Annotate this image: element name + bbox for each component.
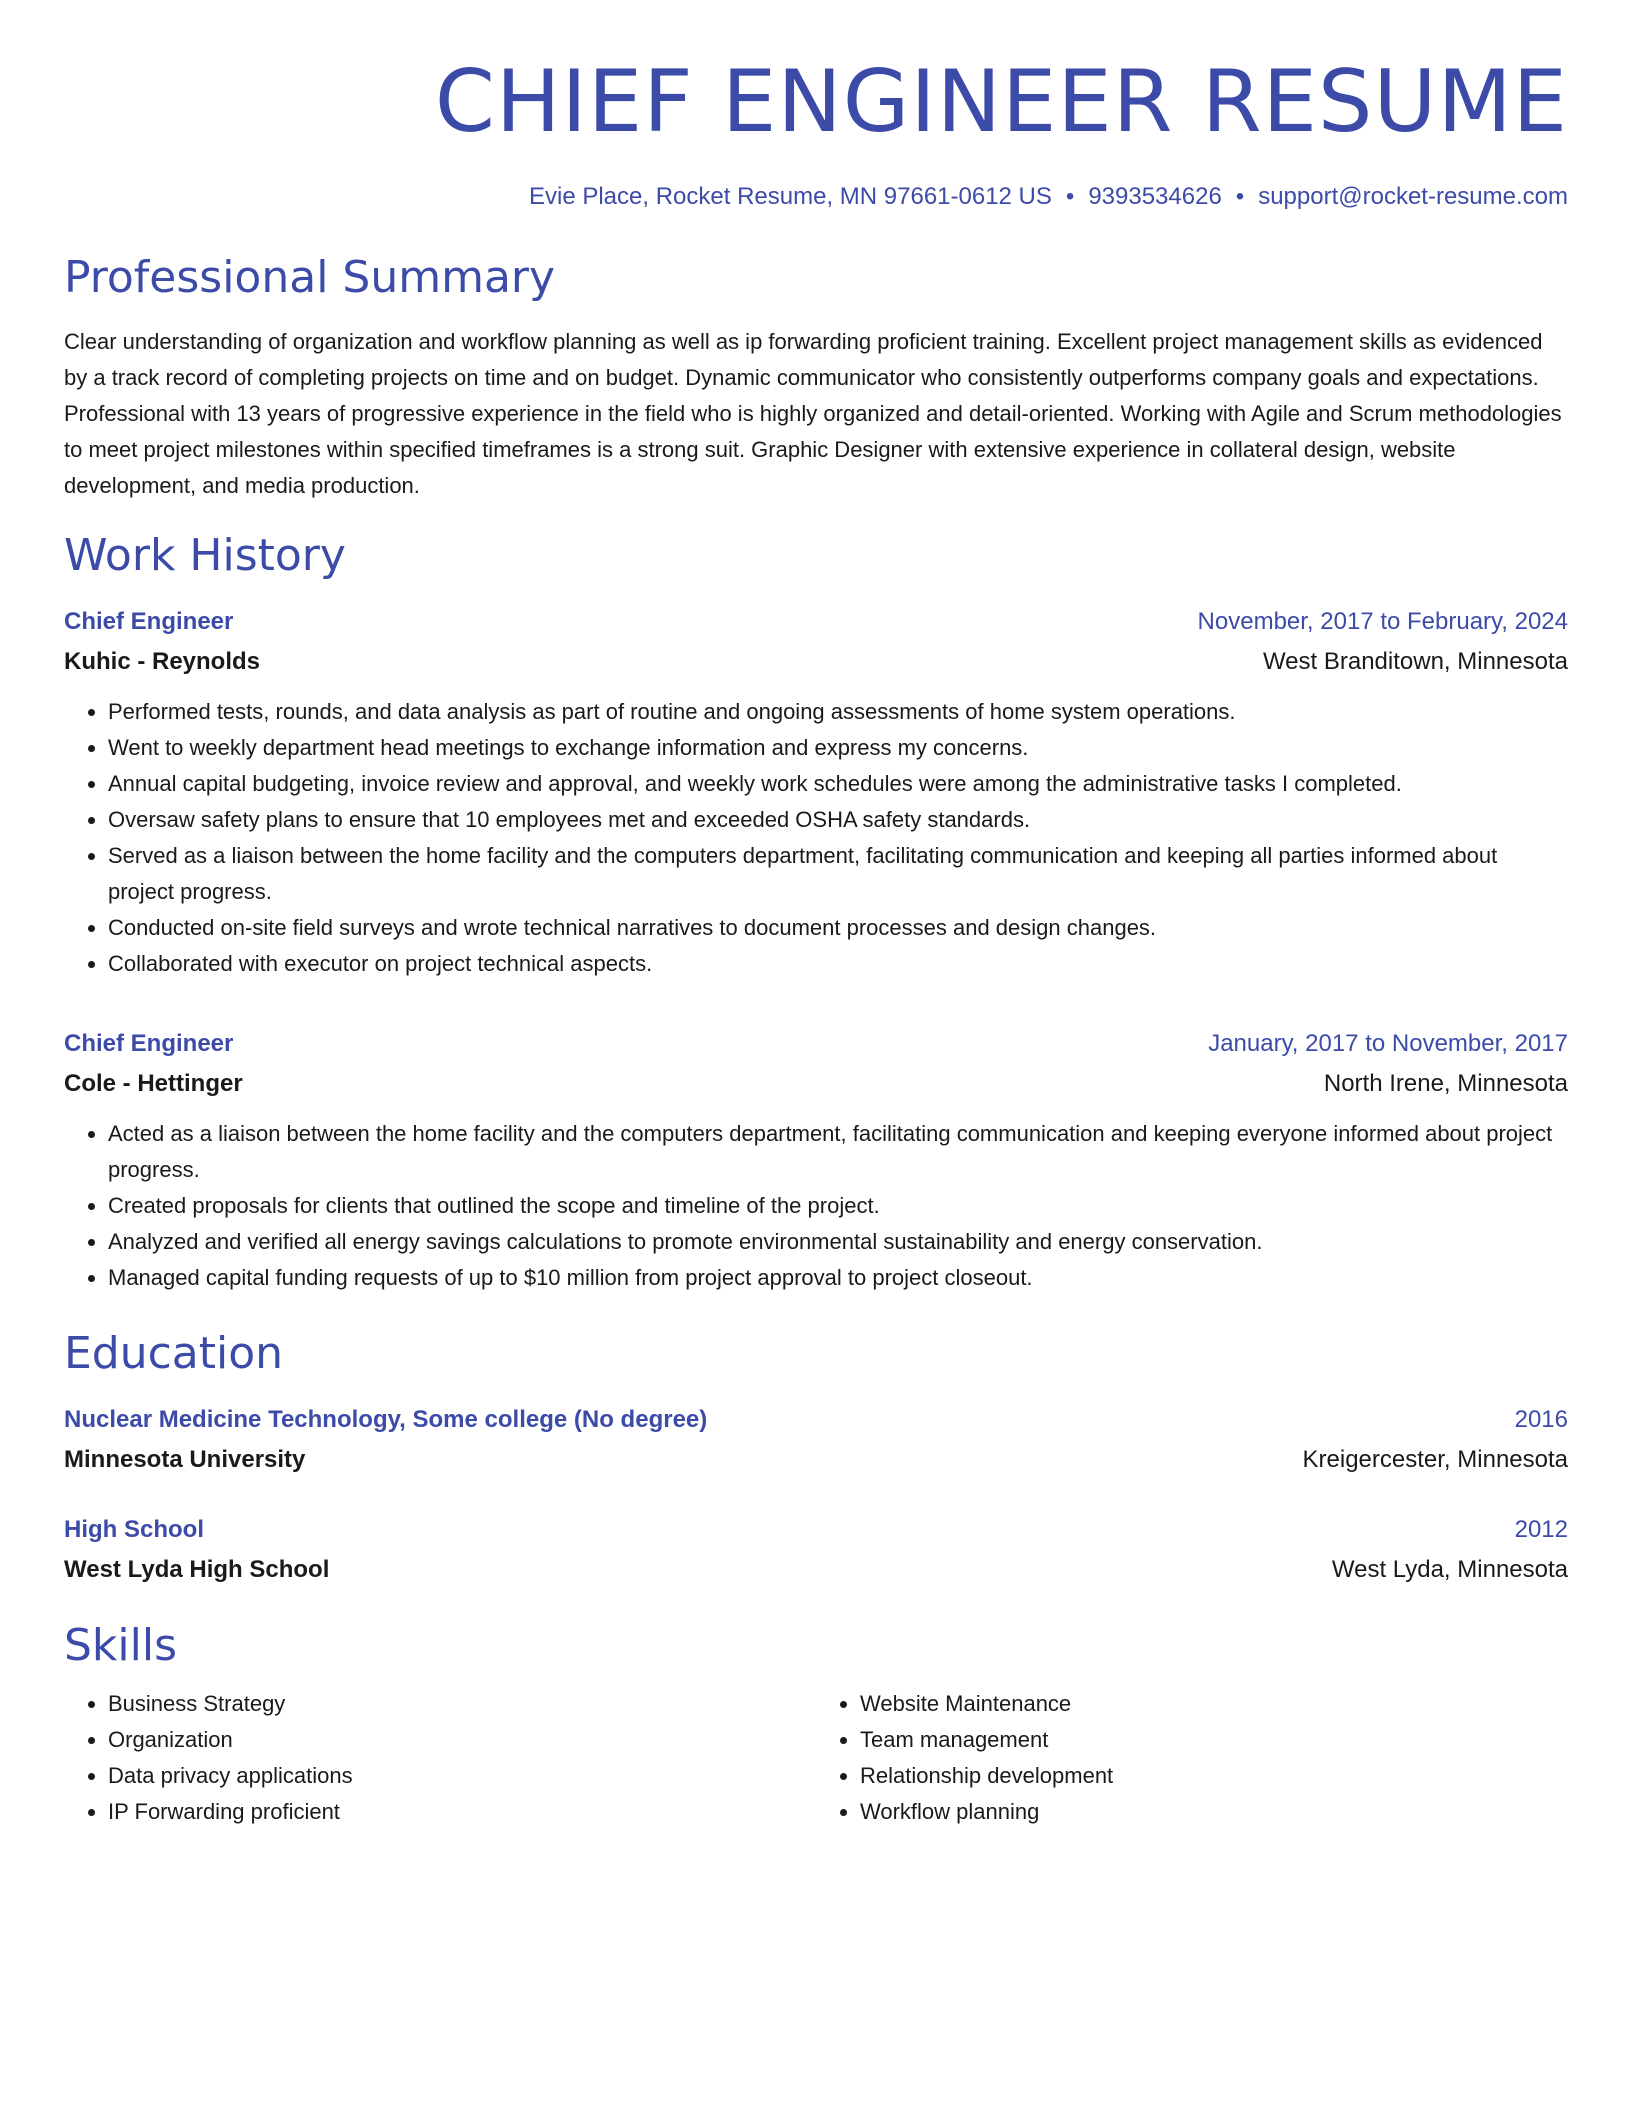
job-bullet: • Acted as a liaison between the home facility and the computers department, facilitating communication and keeping everyone informed about project progress.: [108, 1116, 1568, 1188]
summary-heading: Professional Summary: [64, 252, 556, 303]
resume-title: CHIEF ENGINEER RESUME: [434, 52, 1568, 152]
job-bullet: • Oversaw safety plans to ensure that 10 employees met and exceeded OSHA safety standards.: [108, 802, 1568, 838]
education-year: 2012: [1514, 1516, 1568, 1543]
education-school: Minnesota University: [64, 1446, 306, 1473]
job-title: Chief Engineer: [64, 1030, 234, 1057]
contact-separator: •: [1235, 183, 1245, 210]
skill-item: • Website Maintenance: [860, 1686, 1568, 1722]
education-location: West Lyda, Minnesota: [1331, 1556, 1568, 1583]
education-entry: [64, 1400, 1568, 1480]
job-bullet: • Annual capital budgeting, invoice review and approval, and weekly work schedules were among the administrative tasks I completed.: [108, 766, 1568, 802]
job-dates: January, 2017 to November, 2017: [1208, 1030, 1568, 1057]
work-history-heading: Work History: [64, 530, 346, 581]
skill-item: • Relationship development: [860, 1758, 1568, 1794]
education-degree: High School: [64, 1516, 204, 1543]
contact-phone: 9393534626: [1088, 183, 1222, 210]
skills-heading: Skills: [64, 1620, 178, 1671]
resume-page: [64, 0, 1568, 1830]
contact-line: [64, 180, 1568, 214]
skill-item: • IP Forwarding proficient: [108, 1794, 816, 1830]
skills-column-left: [64, 1686, 816, 1830]
job-location: North Irene, Minnesota: [1323, 1070, 1568, 1097]
job-title: Chief Engineer: [64, 608, 234, 635]
job-bullet: • Managed capital funding requests of up to $10 million from project approval to project closeout.: [108, 1260, 1568, 1296]
education-school: West Lyda High School: [64, 1556, 330, 1583]
job-bullet: • Went to weekly department head meetings to exchange information and express my concerns.: [108, 730, 1568, 766]
education-location: Kreigercester, Minnesota: [1302, 1446, 1568, 1473]
job-location: West Branditown, Minnesota: [1262, 648, 1568, 675]
job-bullet: • Performed tests, rounds, and data analysis as part of routine and ongoing assessments of home system operations.: [108, 694, 1568, 730]
contact-address: Evie Place, Rocket Resume, MN 97661-0612 US: [528, 183, 1052, 210]
education-degree: Nuclear Medicine Technology, Some college (No degree): [64, 1406, 708, 1433]
job-bullet: • Collaborated with executor on project technical aspects.: [108, 946, 1568, 982]
job-bullets: [64, 694, 1568, 982]
job-entry: [64, 602, 1568, 982]
skills-column-right: [816, 1686, 1568, 1830]
job-bullet: • Analyzed and verified all energy savings calculations to promote environmental sustainability and energy conservation.: [108, 1224, 1568, 1260]
summary-text: Clear understanding of organization and workflow planning as well as ip forwarding proficient training. Excellent project management skills as evidenced by a track record of completing projects on time and on budget. Dynamic communicator who consistently outperforms company goals and expectations. Professional with 13 years of progressive experience in the field who is highly organized and detail-oriented. Working with Agile and Scrum methodologies to meet project milestones within specified timeframes is a strong suit. Graphic Designer with extensive experience in collateral design, website development, and media production.: [64, 329, 1562, 498]
skill-item: • Data privacy applications: [108, 1758, 816, 1794]
skill-item: • Team management: [860, 1722, 1568, 1758]
education-entry: [64, 1510, 1568, 1590]
job-bullet: • Served as a liaison between the home facility and the computers department, facilitating communication and keeping all parties informed about project progress.: [108, 838, 1568, 910]
job-bullets: [64, 1116, 1568, 1296]
skill-item: • Organization: [108, 1722, 816, 1758]
contact-separator: •: [1065, 183, 1075, 210]
job-bullet: • Conducted on-site field surveys and wrote technical narratives to document processes and design changes.: [108, 910, 1568, 946]
contact-email: support@rocket-resume.com: [1258, 183, 1568, 210]
job-company: Kuhic - Reynolds: [64, 648, 261, 675]
education-heading: Education: [64, 1328, 284, 1379]
skills-list: [64, 1686, 1568, 1830]
job-bullet: • Created proposals for clients that outlined the scope and timeline of the project.: [108, 1188, 1568, 1224]
job-dates: November, 2017 to February, 2024: [1197, 608, 1568, 635]
education-year: 2016: [1514, 1406, 1568, 1433]
skill-item: • Business Strategy: [108, 1686, 816, 1722]
skill-item: • Workflow planning: [860, 1794, 1568, 1830]
job-company: Cole - Hettinger: [64, 1070, 243, 1097]
job-entry: [64, 1024, 1568, 1296]
